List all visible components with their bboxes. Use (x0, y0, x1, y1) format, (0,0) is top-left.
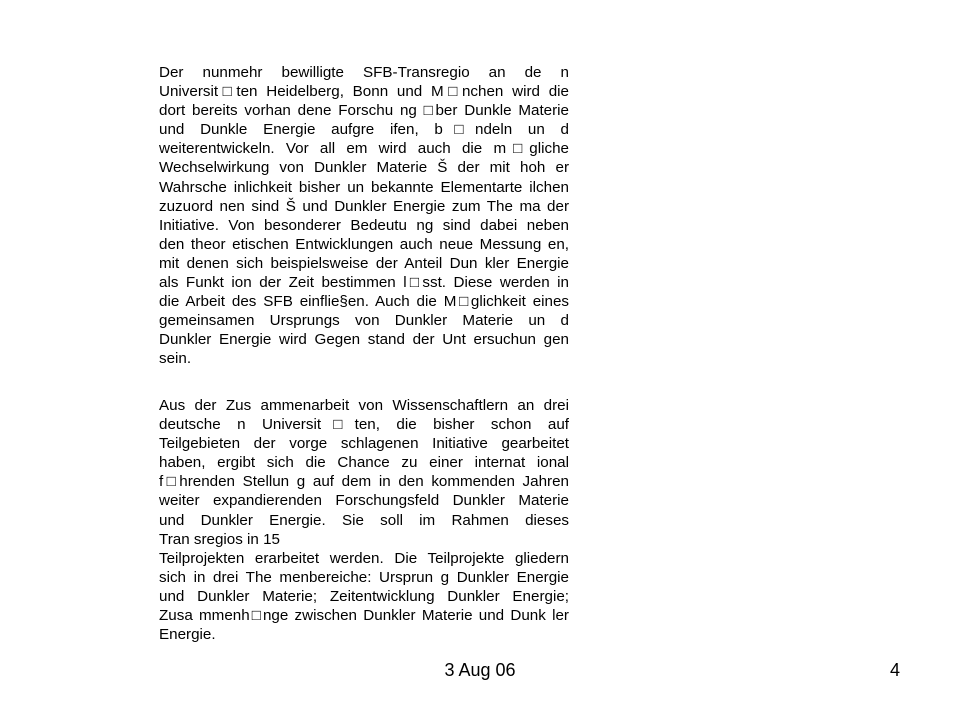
text-line: Wahrsche inlichkeit bisher un bekannte Elementarte ilchen (159, 178, 569, 196)
text-line: Wechselwirkung von Dunkler Materie Š der mit hoh er (159, 159, 569, 177)
text-line: die Arbeit des SFB einflie§en. Auch die M□glichkeit eines (159, 293, 569, 311)
text-line: zuzuord nen sind Š und Dunkler Energie zum The ma der (159, 197, 569, 215)
text-line: mit denen sich beispielsweise der Anteil Dun kler Energie (159, 254, 569, 272)
text-line: gemeinsamen Ursprungs von Dunkler Materie un d (159, 312, 569, 330)
text-line: und Dunkler Energie. Sie soll im Rahmen dieses (159, 511, 569, 529)
text-line: Initiative. Von besonderer Bedeutu ng sind dabei neben (159, 216, 569, 234)
text-line: deutsche n Universit□ten, die bisher schon auf (159, 416, 569, 434)
footer-date: 3 Aug 06 (444, 660, 516, 680)
text-line: den theor etischen Entwicklungen auch neue Messung en, (159, 235, 569, 253)
paragraph-1 (159, 63, 569, 369)
text-line: weiterentwickeln. Vor all em wird auch die m□gliche (159, 140, 569, 158)
text-line: Energie. (159, 626, 216, 644)
text-line: Teilgebieten der vorge schlagenen Initiative gearbeitet (159, 435, 569, 453)
text-line: haben, ergibt sich die Chance zu einer internat ional (159, 454, 569, 472)
text-line: Zusa mmenh□nge zwischen Dunkler Materie und Dunk ler (159, 607, 569, 625)
text-line: dort bereits vorhan dene Forschu ng □ber Dunkle Materie (159, 102, 569, 120)
text-line: sein. (159, 350, 192, 368)
text-line: sich in drei The menbereiche: Ursprun g Dunkler Energie (159, 568, 569, 586)
text-line: weiter expandierenden Forschungsfeld Dunkler Materie (159, 492, 569, 510)
text-line: Tran sregios in 15 (159, 530, 280, 548)
page-number: 4 (889, 660, 900, 680)
text-line: Aus der Zus ammenarbeit von Wissenschaftlern an drei (159, 397, 569, 414)
paragraph-2 (159, 396, 569, 644)
text-line: Universit□ten Heidelberg, Bonn und M□nchen wird die (159, 83, 569, 101)
text-line: Teilprojekten erarbeitet werden. Die Teilprojekte gliedern (159, 549, 569, 567)
text-line: Der nunmehr bewilligte SFB-Transregio an de n (159, 64, 569, 81)
text-line: und Dunkler Materie; Zeitentwicklung Dunkler Energie; (159, 587, 569, 605)
text-line: als Funkt ion der Zeit bestimmen l□sst. Diese werden in (159, 274, 569, 292)
text-line: f□hrenden Stellun g auf dem in den kommenden Jahren (159, 473, 569, 491)
text-line: und Dunkle Energie aufgre ifen, b□ndeln un d (159, 121, 569, 139)
text-line: Dunkler Energie wird Gegen stand der Unt ersuchun gen (159, 331, 569, 349)
